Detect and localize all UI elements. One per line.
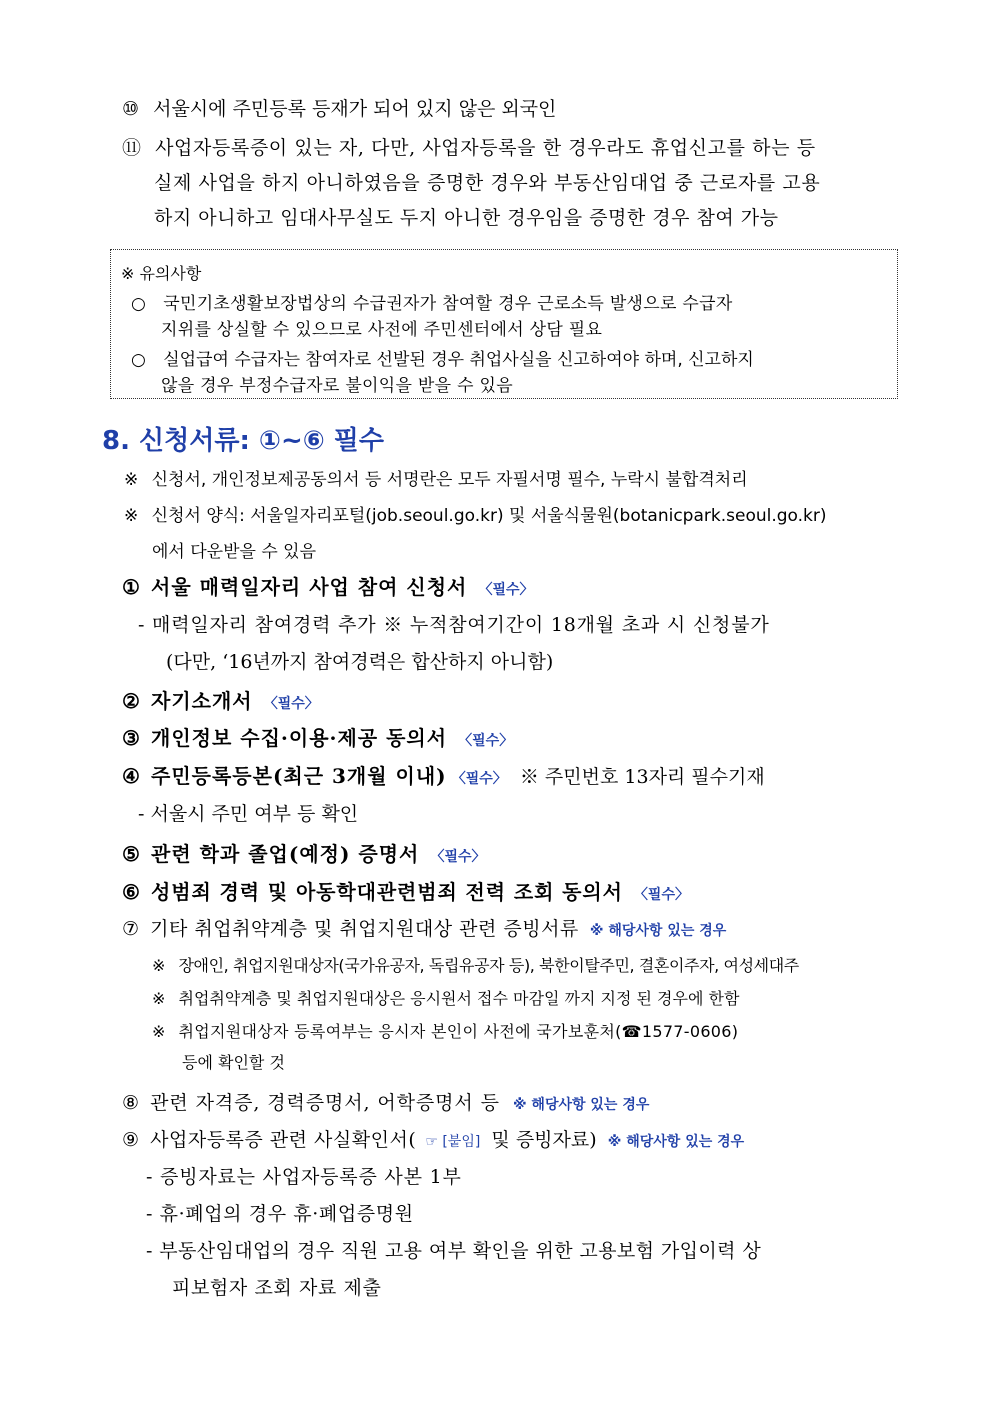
section-note-1 [124, 465, 992, 490]
doc-title: 주민등록등본(최근 3개월 이내) [151, 764, 447, 788]
attachment-reference: ☞ [붙임] [425, 1134, 481, 1150]
item-text: 서울시에 주민등록 등재가 되어 있지 않은 외국인 [153, 98, 557, 120]
doc-number: ⑥ [122, 880, 140, 904]
doc-title: 관련 자격증, 경력증명서, 어학증명서 등 [150, 1092, 500, 1114]
doc-number: ⑨ [122, 1129, 140, 1151]
doc-1 [122, 571, 992, 600]
doc-5 [122, 838, 992, 867]
doc-7-note-3-line-2: 등에 확인할 것 [182, 1053, 285, 1072]
conditional-tag: ※ 해당사항 있는 경우 [512, 1097, 650, 1113]
notice-title: ※ 유의사항 [121, 264, 202, 283]
note-mark: ※ [152, 1022, 166, 1041]
doc-title: 관련 학과 졸업(예정) 증명서 [151, 842, 420, 866]
doc-9-sub-4: 피보험자 조회 자료 제출 [172, 1277, 382, 1299]
doc-title-end: 및 증빙자료) [491, 1129, 597, 1151]
doc-title: 사업자등록증 관련 사실확인서( [150, 1129, 417, 1151]
item-number: ⑩ [122, 98, 140, 120]
conditional-tag: ※ 해당사항 있는 경우 [589, 923, 727, 939]
doc-2 [122, 685, 992, 714]
doc-number: ① [122, 575, 140, 599]
doc-7 [122, 914, 992, 941]
doc-7-note-1 [152, 953, 992, 976]
doc-6 [122, 876, 992, 905]
doc-title: 자기소개서 [151, 689, 253, 713]
section-title: 8. 신청서류: ①~⑥ 필수 [102, 426, 385, 456]
item-11-line-1 [122, 133, 992, 160]
note-text: 취업취약계층 및 취업지원대상은 응시원서 접수 마감일 까지 지정 된 경우에 한함 [178, 989, 740, 1008]
section-note-2 [124, 501, 992, 526]
item-text: 사업자등록증이 있는 자, 다만, 사업자등록을 한 경우라도 휴업신고를 하는 등 [155, 137, 816, 159]
note-mark: ※ [124, 470, 139, 490]
doc-4-sub: - 서울시 주민 여부 등 확인 [138, 803, 359, 825]
notice-item-1-line-2: 지위를 상실할 수 있으므로 사전에 주민센터에서 상담 필요 [161, 320, 603, 340]
doc-number: ⑤ [122, 842, 140, 866]
notice-item-1 [131, 289, 733, 314]
notice-box [110, 249, 898, 399]
notice-text: 실업급여 수급자는 참여자로 선발된 경우 취업사실을 신고하여야 하며, 신고하지 [163, 350, 754, 370]
required-tag: 〈필수〉 [451, 771, 507, 787]
doc-extra-note: ※ 주민번호 13자리 필수기재 [519, 766, 765, 788]
doc-title: 기타 취업취약계층 및 취업지원대상 관련 증빙서류 [150, 918, 579, 940]
doc-number: ⑦ [122, 918, 140, 940]
doc-number: ④ [122, 764, 140, 788]
required-tag: 〈필수〉 [633, 887, 689, 903]
doc-4 [122, 760, 992, 789]
required-tag: 〈필수〉 [263, 696, 319, 712]
doc-7-note-2 [152, 986, 992, 1009]
doc-9-sub-3: - 부동산임대업의 경우 직원 고용 여부 확인을 위한 고용보험 가입이력 상 [146, 1240, 762, 1262]
conditional-tag: ※ 해당사항 있는 경우 [607, 1134, 745, 1150]
item-11-line-3: 하지 아니하고 임대사무실도 두지 아니한 경우임을 증명한 경우 참여 가능 [154, 207, 779, 229]
doc-number: ② [122, 689, 140, 713]
doc-title: 서울 매력일자리 사업 참여 신청서 [151, 575, 468, 599]
doc-9-sub-1: - 증빙자료는 사업자등록증 사본 1부 [146, 1166, 462, 1188]
note-text: 취업지원대상자 등록여부는 응시자 본인이 사전에 국가보훈처(☎1577-0606) [178, 1022, 739, 1041]
doc-7-note-3 [152, 1019, 992, 1042]
doc-9-sub-2: - 휴·폐업의 경우 휴·폐업증명원 [146, 1203, 414, 1225]
required-tag: 〈필수〉 [458, 733, 514, 749]
section-note-2-line-2: 에서 다운받을 수 있음 [152, 542, 317, 562]
note-text: 장애인, 취업지원대상자(국가유공자, 독립유공자 등), 북한이탈주민, 결혼이주자, 여성세대주 [178, 956, 799, 975]
notice-item-2 [131, 345, 754, 370]
note-mark: ※ [152, 989, 166, 1008]
item-number: ⑪ [122, 137, 142, 159]
doc-9 [122, 1125, 992, 1152]
notice-item-2-line-2: 않을 경우 부정수급자로 불이익을 받을 수 있음 [161, 376, 513, 396]
note-mark: ※ [152, 956, 166, 975]
bullet-circle-icon: ○ [131, 294, 146, 314]
doc-1-sub-1: - 매력일자리 참여경력 추가 ※ 누적참여기간이 18개월 초과 시 신청불가 [138, 614, 770, 636]
notice-text: 국민기초생활보장법상의 수급권자가 참여할 경우 근로소득 발생으로 수급자 [163, 294, 733, 314]
note-text: 신청서 양식: 서울일자리포털(job.seoul.go.kr) 및 서울식물원(botanicpark.seoul.go.kr) [151, 506, 827, 526]
doc-3 [122, 722, 992, 751]
item-10 [122, 94, 992, 121]
note-text: 신청서, 개인정보제공동의서 등 서명란은 모두 자필서명 필수, 누락시 불합격처리 [151, 470, 748, 490]
item-11-line-2: 실제 사업을 하지 아니하였음을 증명한 경우와 부동산임대업 중 근로자를 고용 [154, 172, 821, 194]
doc-8 [122, 1088, 992, 1115]
doc-number: ③ [122, 726, 140, 750]
doc-number: ⑧ [122, 1092, 140, 1114]
note-mark: ※ [124, 506, 139, 526]
doc-title: 개인정보 수집·이용·제공 동의서 [151, 726, 448, 750]
doc-1-sub-2: (다만, ‘16년까지 참여경력은 합산하지 아니함) [166, 651, 554, 673]
bullet-circle-icon: ○ [131, 350, 146, 370]
required-tag: 〈필수〉 [430, 849, 486, 865]
doc-title: 성범죄 경력 및 아동학대관련범죄 전력 조회 동의서 [151, 880, 623, 904]
required-tag: 〈필수〉 [478, 582, 534, 598]
